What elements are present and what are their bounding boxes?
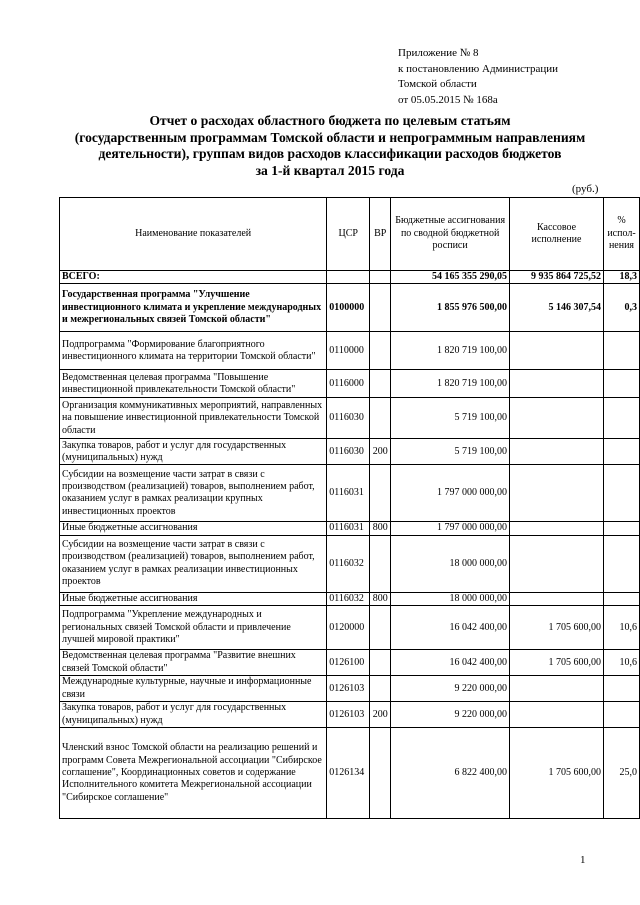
row-vr-cell: [370, 465, 391, 522]
row-budget-cell: 18 000 000,00: [391, 592, 510, 605]
row-cash-cell: [510, 592, 604, 605]
appendix-line-2: к постановлению Администрации: [398, 62, 559, 75]
row-vr-cell: 200: [370, 439, 391, 465]
header-csr: ЦСР: [327, 198, 370, 271]
row-vr-cell: [370, 535, 391, 592]
row-csr-cell: 0100000: [327, 284, 370, 332]
row-cash-cell: 1 705 600,00: [510, 650, 604, 676]
row-name-cell: Закупка товаров, работ и услуг для государственных (муниципальных) нужд: [60, 439, 327, 465]
header-cash: Кассовое исполнение: [510, 198, 604, 271]
row-name-cell: Иные бюджетные ассигнования: [60, 592, 327, 605]
table-row: [60, 332, 640, 370]
row-csr-cell: 0116032: [327, 592, 370, 605]
row-percent-cell: [603, 522, 639, 535]
table-row: [60, 439, 640, 465]
table-row: [60, 702, 640, 728]
row-budget-cell: 1 820 719 100,00: [391, 332, 510, 370]
row-cash-cell: [510, 465, 604, 522]
title-line-3: деятельности), группам видов расходов классификации расходов бюджетов: [98, 146, 562, 161]
row-name-cell: Членский взнос Томской области на реализацию решений и программ Совета Межрегиональной ассоциации "Сибирское соглашение", Координационных советов и содержание Исполнительного комитета Межрегиональной ассоциации "Сибирское соглашение": [60, 728, 327, 819]
appendix-line-4: от 05.05.2015 № 168а: [398, 93, 498, 106]
row-vr-cell: [370, 728, 391, 819]
row-name-cell: Организация коммуникативных мероприятий, направленных на повышение инвестиционной привлекательности Томской области: [60, 398, 327, 439]
row-vr-cell: [370, 370, 391, 398]
row-name-cell: Ведомственная целевая программа "Развитие внешних связей Томской области": [60, 650, 327, 676]
row-csr-cell: 0116032: [327, 535, 370, 592]
row-vr-cell: [370, 284, 391, 332]
row-csr-cell: 0116030: [327, 398, 370, 439]
row-percent-cell: [603, 676, 639, 702]
row-cash-cell: 1 705 600,00: [510, 728, 604, 819]
row-name-cell: Подпрограмма "Укрепление международных и региональных связей Томской области и привлечение лучшей мировой практики": [60, 606, 327, 650]
row-percent-cell: 10,6: [603, 606, 639, 650]
row-cash-cell: 5 146 307,54: [510, 284, 604, 332]
row-budget-cell: 1 797 000 000,00: [391, 465, 510, 522]
row-csr-cell: 0116031: [327, 465, 370, 522]
table-row: [60, 284, 640, 332]
row-csr-cell: 0116030: [327, 439, 370, 465]
row-cash-cell: [510, 535, 604, 592]
row-csr-cell: 0126103: [327, 676, 370, 702]
title-line-1: Отчет о расходах областного бюджета по целевым статьям: [149, 113, 511, 128]
row-vr-cell: [370, 398, 391, 439]
table-row: [60, 535, 640, 592]
expenditure-table: [59, 197, 640, 819]
row-percent-cell: [603, 332, 639, 370]
row-percent-cell: 0,3: [603, 284, 639, 332]
row-csr-cell: 0126134: [327, 728, 370, 819]
row-csr-cell: 0110000: [327, 332, 370, 370]
row-budget-cell: 54 165 355 290,05: [391, 271, 510, 284]
row-vr-cell: 200: [370, 702, 391, 728]
row-vr-cell: [370, 271, 391, 284]
table-row: [60, 650, 640, 676]
table-row: [60, 676, 640, 702]
row-percent-cell: 10,6: [603, 650, 639, 676]
row-name-cell: Закупка товаров, работ и услуг для государственных (муниципальных) нужд: [60, 702, 327, 728]
table-row: [60, 522, 640, 535]
report-title: [40, 113, 620, 179]
row-budget-cell: 9 220 000,00: [391, 676, 510, 702]
row-cash-cell: [510, 676, 604, 702]
row-cash-cell: [510, 522, 604, 535]
appendix-line-1: Приложение № 8: [398, 47, 479, 59]
appendix-block: [398, 46, 558, 108]
row-name-cell: ВСЕГО:: [60, 271, 327, 284]
row-name-cell: Подпрограмма "Формирование благоприятного инвестиционного климата на территории Томской области": [60, 332, 327, 370]
title-line-2: (государственным программам Томской области и непрограммным направлениям: [74, 129, 586, 145]
row-percent-cell: [603, 439, 639, 465]
row-cash-cell: [510, 370, 604, 398]
currency-unit: (руб.): [572, 183, 599, 195]
row-cash-cell: [510, 702, 604, 728]
row-budget-cell: 9 220 000,00: [391, 702, 510, 728]
row-percent-cell: [603, 535, 639, 592]
row-vr-cell: 800: [370, 522, 391, 535]
row-vr-cell: [370, 676, 391, 702]
row-name-cell: Ведомственная целевая программа "Повышение инвестиционной привлекательности Томской области": [60, 370, 327, 398]
row-cash-cell: 1 705 600,00: [510, 606, 604, 650]
table-row: [60, 606, 640, 650]
appendix-line-3: Томской области: [398, 78, 477, 90]
header-budget: Бюджетные ассигнования по сводной бюджетной росписи: [391, 198, 510, 271]
row-budget-cell: 1 797 000 000,00: [391, 522, 510, 535]
row-budget-cell: 5 719 100,00: [391, 398, 510, 439]
header-name: Наименование показателей: [60, 198, 327, 271]
table-row: [60, 592, 640, 605]
row-cash-cell: [510, 439, 604, 465]
row-name-cell: Государственная программа "Улучшение инвестиционного климата и укрепление международных и межрегиональных связей Томской области": [60, 284, 327, 332]
row-cash-cell: 9 935 864 725,52: [510, 271, 604, 284]
header-vr: ВР: [370, 198, 391, 271]
table-row: [60, 398, 640, 439]
table-row: [60, 271, 640, 284]
row-csr-cell: 0116031: [327, 522, 370, 535]
row-csr-cell: 0120000: [327, 606, 370, 650]
table-row: [60, 728, 640, 819]
row-vr-cell: [370, 332, 391, 370]
row-name-cell: Субсидии на возмещение части затрат в связи с производством (реализацией) товаров, выполнением работ, оказанием услуг в рамках реализации инвестиционных проектов: [60, 535, 327, 592]
row-vr-cell: 800: [370, 592, 391, 605]
row-percent-cell: [603, 465, 639, 522]
row-percent-cell: 18,3: [603, 271, 639, 284]
row-budget-cell: 5 719 100,00: [391, 439, 510, 465]
page-number: 1: [580, 854, 586, 866]
row-name-cell: Международные культурные, научные и информационные связи: [60, 676, 327, 702]
row-budget-cell: 16 042 400,00: [391, 650, 510, 676]
row-cash-cell: [510, 398, 604, 439]
row-budget-cell: 16 042 400,00: [391, 606, 510, 650]
row-percent-cell: 25,0: [603, 728, 639, 819]
row-name-cell: Субсидии на возмещение части затрат в связи с производством (реализацией) товаров, выполнением работ, оказанием услуг в рамках реализации крупных инвестиционных проектов: [60, 465, 327, 522]
row-percent-cell: [603, 592, 639, 605]
row-percent-cell: [603, 398, 639, 439]
row-vr-cell: [370, 606, 391, 650]
row-cash-cell: [510, 332, 604, 370]
row-csr-cell: 0126100: [327, 650, 370, 676]
row-percent-cell: [603, 370, 639, 398]
row-budget-cell: 6 822 400,00: [391, 728, 510, 819]
title-line-4: за 1-й квартал 2015 года: [255, 162, 405, 178]
row-csr-cell: [327, 271, 370, 284]
header-percent: % испол-нения: [603, 198, 639, 271]
row-csr-cell: 0126103: [327, 702, 370, 728]
row-budget-cell: 18 000 000,00: [391, 535, 510, 592]
table-row: [60, 370, 640, 398]
row-budget-cell: 1 855 976 500,00: [391, 284, 510, 332]
table-body: [60, 271, 640, 819]
row-csr-cell: 0116000: [327, 370, 370, 398]
row-percent-cell: [603, 702, 639, 728]
row-vr-cell: [370, 650, 391, 676]
table-row: [60, 465, 640, 522]
row-budget-cell: 1 820 719 100,00: [391, 370, 510, 398]
row-name-cell: Иные бюджетные ассигнования: [60, 522, 327, 535]
table-header-row: [60, 198, 640, 271]
